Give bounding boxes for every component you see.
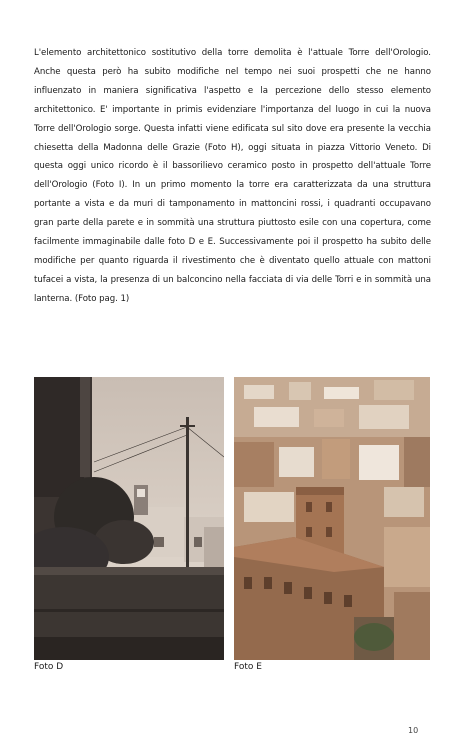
photo-d xyxy=(34,377,224,660)
photo-e-image xyxy=(234,377,430,660)
page-number: 10 xyxy=(408,726,419,735)
figure-caption-e: Foto E xyxy=(234,662,262,672)
photo-d-image xyxy=(34,377,224,660)
photo-e xyxy=(234,377,430,660)
figure-caption-d: Foto D xyxy=(34,662,64,672)
body-paragraph: L'elemento architettonico sostitutivo della torre demolita è l'attuale Torre dell'Orologio. Anche questa però ha subito modifiche nel tempo nei suoi prospetti che ne hanno influenzato in maniera significativa l'aspetto e la percezione dello stesso elemento architettonico. E' importante in primis evidenziare l'importanza del luogo in cui la nuova Torre dell'Orologio sorge. Questa infatti viene edificata sul sito dove era presente la vecchia chiesetta della Madonna delle Grazie (Foto H), oggi situata in piazza Vittorio Veneto. Di questa oggi unico ricordo è il bassorilievo ceramico posto in prospetto dell'attuale Torre dell'Orologio (Foto I). In un primo momento la torre era caratterizzata da una struttura portante a vista e da muri di tamponamento in mattoncini rossi, i quadranti occupavano gran parte della parete e in sommità una struttura piuttosto esile con una copertura, come facilmente immaginabile dalle foto D e E. Successivamente poi il prospetto ha subito delle modifiche per quanto riguarda il rivestimento che è diventato quello attuale con mattoni tufacei a vista, la presenza di un balconcino nella facciata di via delle Torri e in sommità una lanterna. (Foto pag. 1) xyxy=(34,48,431,304)
